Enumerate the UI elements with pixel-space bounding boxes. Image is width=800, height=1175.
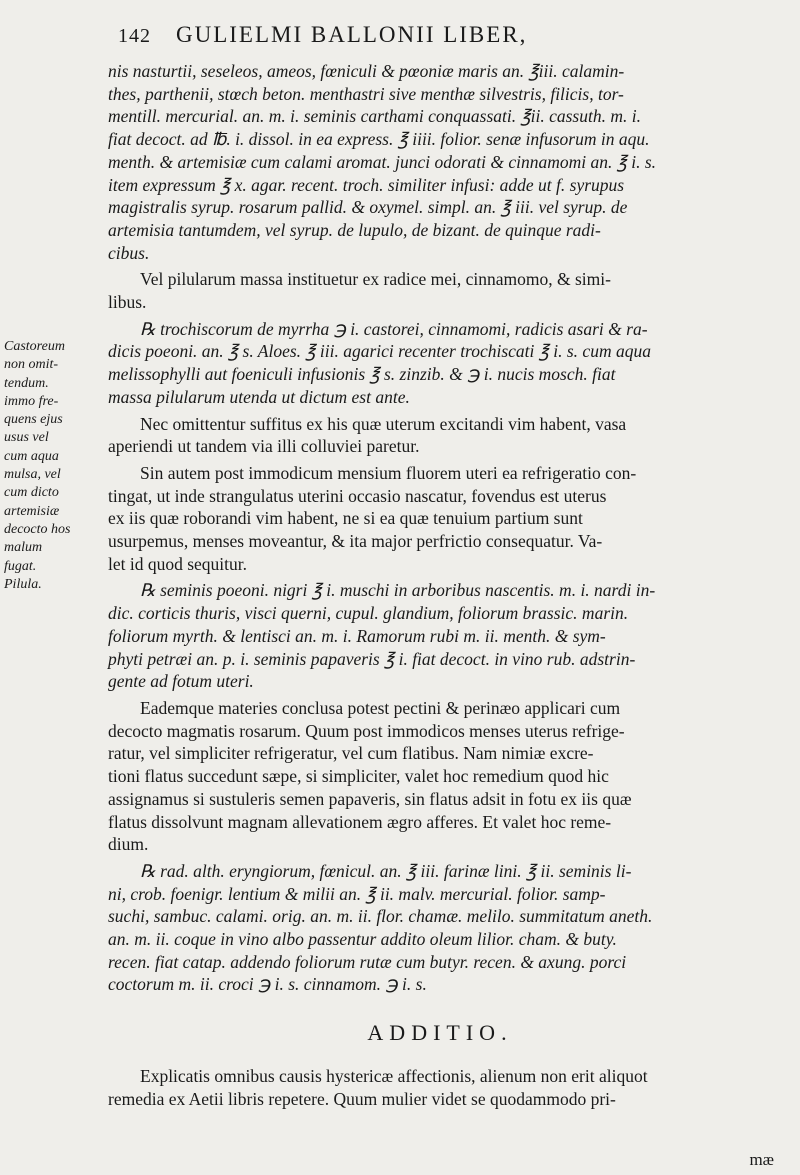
- paragraph: [108, 579, 772, 693]
- margin-note-line: usus vel: [4, 430, 49, 446]
- text-line: foliorum myrth. & lentisci an. m. i. Ramorum rubi m. ii. menth. & sym-: [108, 625, 606, 646]
- margin-note-line: malum: [4, 540, 43, 556]
- text-line: cibus.: [108, 242, 150, 263]
- text-line: thes, parthenii, stœch beton. menthastri sive menthæ silvestris, filicis, tor-: [108, 83, 624, 104]
- text-line: ex iis quæ roborandi vim habent, ne si ea quæ tenuium partium sunt: [108, 508, 583, 529]
- text-line: artemisia tantumdem, vel syrup. de lupulo, de bizant. de quinque radi-: [108, 219, 601, 240]
- text-line: fiat decoct. ad ℔. i. dissol. in ea express. ℥ iiii. folior. senæ infusorum in aqu.: [108, 129, 650, 150]
- text-line: flatus dissolvunt magnam allevationem ægro afferes. Et valet hoc reme-: [108, 811, 612, 832]
- text-line: item expressum ℥ x. agar. recent. troch. similiter infusi: adde ut f. syrupus: [108, 174, 625, 195]
- text-line: ℞ trochiscorum de myrrha ℈ i. castorei, cinnamomi, radicis asari & ra-: [140, 318, 648, 339]
- margin-note-line: tendum.: [4, 375, 49, 391]
- section-title: ADDITIO.: [367, 1020, 513, 1046]
- paragraph: [108, 697, 772, 856]
- margin-note-line: artemisiæ: [4, 503, 60, 519]
- closing-paragraph: [108, 1065, 772, 1110]
- margin-note-line: immo fre-: [4, 393, 59, 409]
- text-line: gente ad fotum uteri.: [108, 671, 254, 692]
- margin-note: [4, 338, 102, 594]
- margin-note-line: quens ejus: [4, 412, 63, 428]
- running-title: GULIELMI BALLONII LIBER,: [176, 22, 528, 47]
- text-line: suchi, sambuc. calami. orig. an. m. ii. flor. chamæ. melilo. summitatum aneth.: [108, 906, 653, 927]
- text-line: tioni flatus succedunt sæpe, si simpliciter, valet hoc remedium quod hic: [108, 766, 609, 787]
- paragraph: [108, 413, 772, 458]
- paragraph: [108, 860, 772, 996]
- text-line: libus.: [108, 292, 147, 313]
- margin-note-line: Castoreum: [4, 339, 65, 354]
- text-line: Sin autem post immodicum mensium fluorem uteri ea refrigeratio con-: [140, 462, 637, 483]
- text-line: ratur, vel simpliciter refrigeratur, vel cum flatibus. Nam nimiæ excre-: [108, 743, 594, 764]
- main-text: [108, 56, 772, 1110]
- text-line: Nec omittentur suffitus ex his quæ uterum excitandi vim habent, vasa: [140, 413, 627, 434]
- text-line: mentill. mercurial. an. m. i. seminis carthami conquassati. ℥ii. cassuth. m. i.: [108, 106, 641, 127]
- text-line: nis nasturtii, seseleos, ameos, fœniculi & pœoniæ maris an. ℥iii. calamin-: [108, 61, 625, 81]
- margin-note-line: fugat.: [4, 558, 37, 574]
- text-line: dic. corticis thuris, visci querni, cupul. glandium, foliorum brassic. marin.: [108, 603, 629, 624]
- text-line: tingat, ut inde strangulatus uterini occasio nascatur, fovendus est uterus: [108, 485, 607, 506]
- text-line: melissophylli aut foeniculi infusionis ℥ s. zinzib. & ℈ i. nucis mosch. fiat: [108, 364, 616, 385]
- text-line: assignamus si sustuleris semen papaveris, sin flatus adsit in fotu ex iis quæ: [108, 788, 632, 809]
- catchword: mæ: [749, 1150, 774, 1169]
- text-line: let id quod sequitur.: [108, 553, 248, 574]
- margin-note-line: mulsa, vel: [4, 467, 61, 483]
- running-header: [118, 22, 738, 48]
- paragraph: [108, 318, 772, 409]
- text-line: Eademque materies conclusa potest pectini & perinæo applicari cum: [140, 697, 621, 718]
- text-line: ℞ rad. alth. eryngiorum, fœnicul. an. ℥ iii. farinæ lini. ℥ ii. seminis li-: [140, 860, 632, 881]
- page-number: 142: [118, 25, 151, 47]
- text-line: massa pilularum utenda ut dictum est ante.: [108, 386, 410, 407]
- paragraph: [108, 60, 772, 264]
- text-blocks: [108, 60, 772, 996]
- margin-note-line: decocto hos: [4, 521, 71, 537]
- text-line: Explicatis omnibus causis hystericæ affectionis, alienum non erit aliquot: [140, 1065, 648, 1086]
- text-line: magistralis syrup. rosarum pallid. & oxymel. simpl. an. ℥ iii. vel syrup. de: [108, 197, 628, 218]
- text-line: ℞ seminis poeoni. nigri ℥ i. muschi in arboribus nascentis. m. i. nardi in-: [140, 580, 656, 601]
- margin-note-line: cum aqua: [4, 448, 59, 464]
- margin-note-line: non omit-: [4, 357, 59, 373]
- paragraph: [108, 462, 772, 576]
- text-line: aperiendi ut tandem via illi colluviei paretur.: [108, 436, 420, 457]
- text-line: ni, crob. foenigr. lentium & milii an. ℥ ii. malv. mercurial. folior. samp-: [108, 883, 606, 904]
- text-line: coctorum m. ii. croci ℈ i. s. cinnamom. ℈ i. s.: [108, 974, 427, 995]
- text-line: dicis poeoni. an. ℥ s. Aloes. ℥ iii. agarici recenter trochiscati ℥ i. s. cum aqua: [108, 341, 651, 362]
- text-line: an. m. ii. coque in vino albo passentur addito oleum lilior. cham. & buty.: [108, 929, 617, 950]
- text-line: menth. & artemisiæ cum calami aromat. junci odorati & cinnamomi an. ℥ i. s.: [108, 151, 657, 172]
- text-line: usurpemus, menses moveantur, & ita major perfrictio consequatur. Va-: [108, 531, 603, 552]
- text-line: dium.: [108, 834, 149, 855]
- paragraph: [108, 268, 772, 313]
- margin-note-line: cum dicto: [4, 485, 59, 501]
- text-line: Vel pilularum massa instituetur ex radice mei, cinnamomo, & simi-: [140, 269, 611, 290]
- text-line: phyti petræi an. p. i. seminis papaveris ℥ i. fiat decoct. in vino rub. adstrin-: [108, 648, 636, 669]
- text-line: decocto magmatis rosarum. Quum post immodicos menses uterus refrige-: [108, 720, 625, 741]
- text-line: recen. fiat catap. addendo foliorum rutæ cum butyr. recen. & axung. porci: [108, 951, 627, 972]
- margin-note-line: Pilula.: [4, 576, 42, 592]
- text-line: remedia ex Aetii libris repetere. Quum mulier videt se quodammodo pri-: [108, 1088, 616, 1109]
